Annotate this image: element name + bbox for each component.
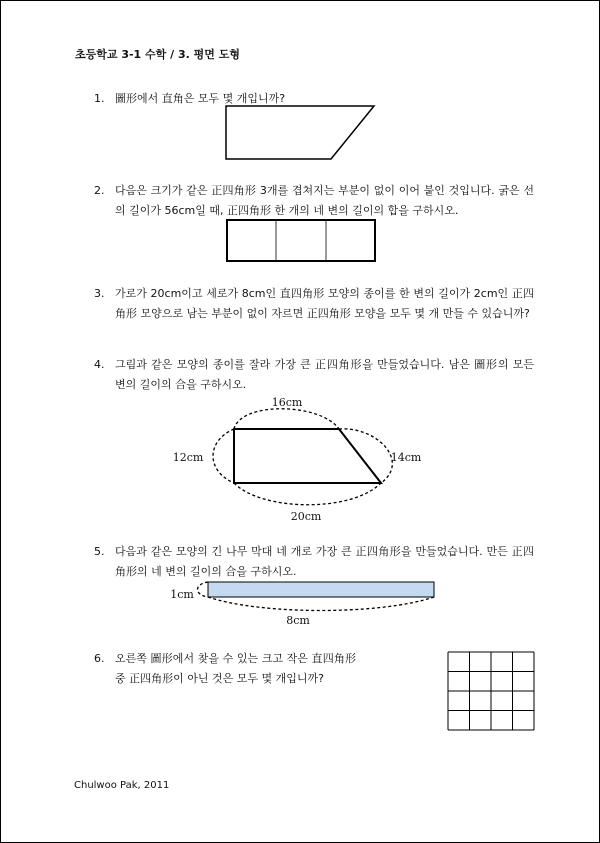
question-number: 2. [94,184,105,197]
question-number: 1. [94,92,105,105]
question-text: 圖形에서 直角은 모두 몇 개입니까? [115,92,286,105]
width-label: 1cm [170,588,194,601]
question-number: 3. [94,287,105,300]
length-label: 8cm [286,614,310,627]
rectangle-grid [448,652,534,730]
question-text: 오른쪽 圖形에서 찾을 수 있는 크고 작은 直四角形 중 正四角形이 아닌 것은 모두 몇 개입니까? [115,652,356,685]
top-length-label: 16cm [271,396,303,409]
question-text: 그림과 같은 모양의 종이를 잘라 가장 큰 正四角形을 만들었습니다. 남은 圖形의 모든 변의 길이의 合을 구하시오. [115,358,534,391]
question-number: 4. [94,358,105,371]
figure-6-grid [1,1,599,842]
bottom-length-label: 20cm [290,510,322,523]
left-length-label: 12cm [172,451,204,464]
question-text: 가로가 20cm이고 세로가 8cm인 直四角形 모양의 종이를 한 변의 길이가 2cm인 正四角形 모양으로 남는 부분이 없이 자르면 正四角形 모양을 모두 몇 개 만들 수 있습니까? [115,287,534,320]
question-number: 5. [94,545,105,558]
footer-credit: Chulwoo Pak, 2011 [74,780,170,791]
right-length-label: 14cm [390,451,422,464]
question-text: 다음은 크기가 같은 正四角形 3개를 겹쳐지는 부분이 없이 이어 붙인 것입니다. 굵은 선의 길이가 56cm일 때, 正四角形 한 개의 네 변의 길이의 합을 구하시오. [115,184,534,217]
worksheet-title: 초등학교 3-1 수학 / 3. 평면 도형 [75,48,240,61]
question-number: 6. [94,652,105,665]
question-text: 다음과 같은 모양의 긴 나무 막대 네 개로 가장 큰 正四角形을 만들었습니다. 만든 正四角形의 네 변의 길이의 合을 구하시오. [115,545,534,578]
